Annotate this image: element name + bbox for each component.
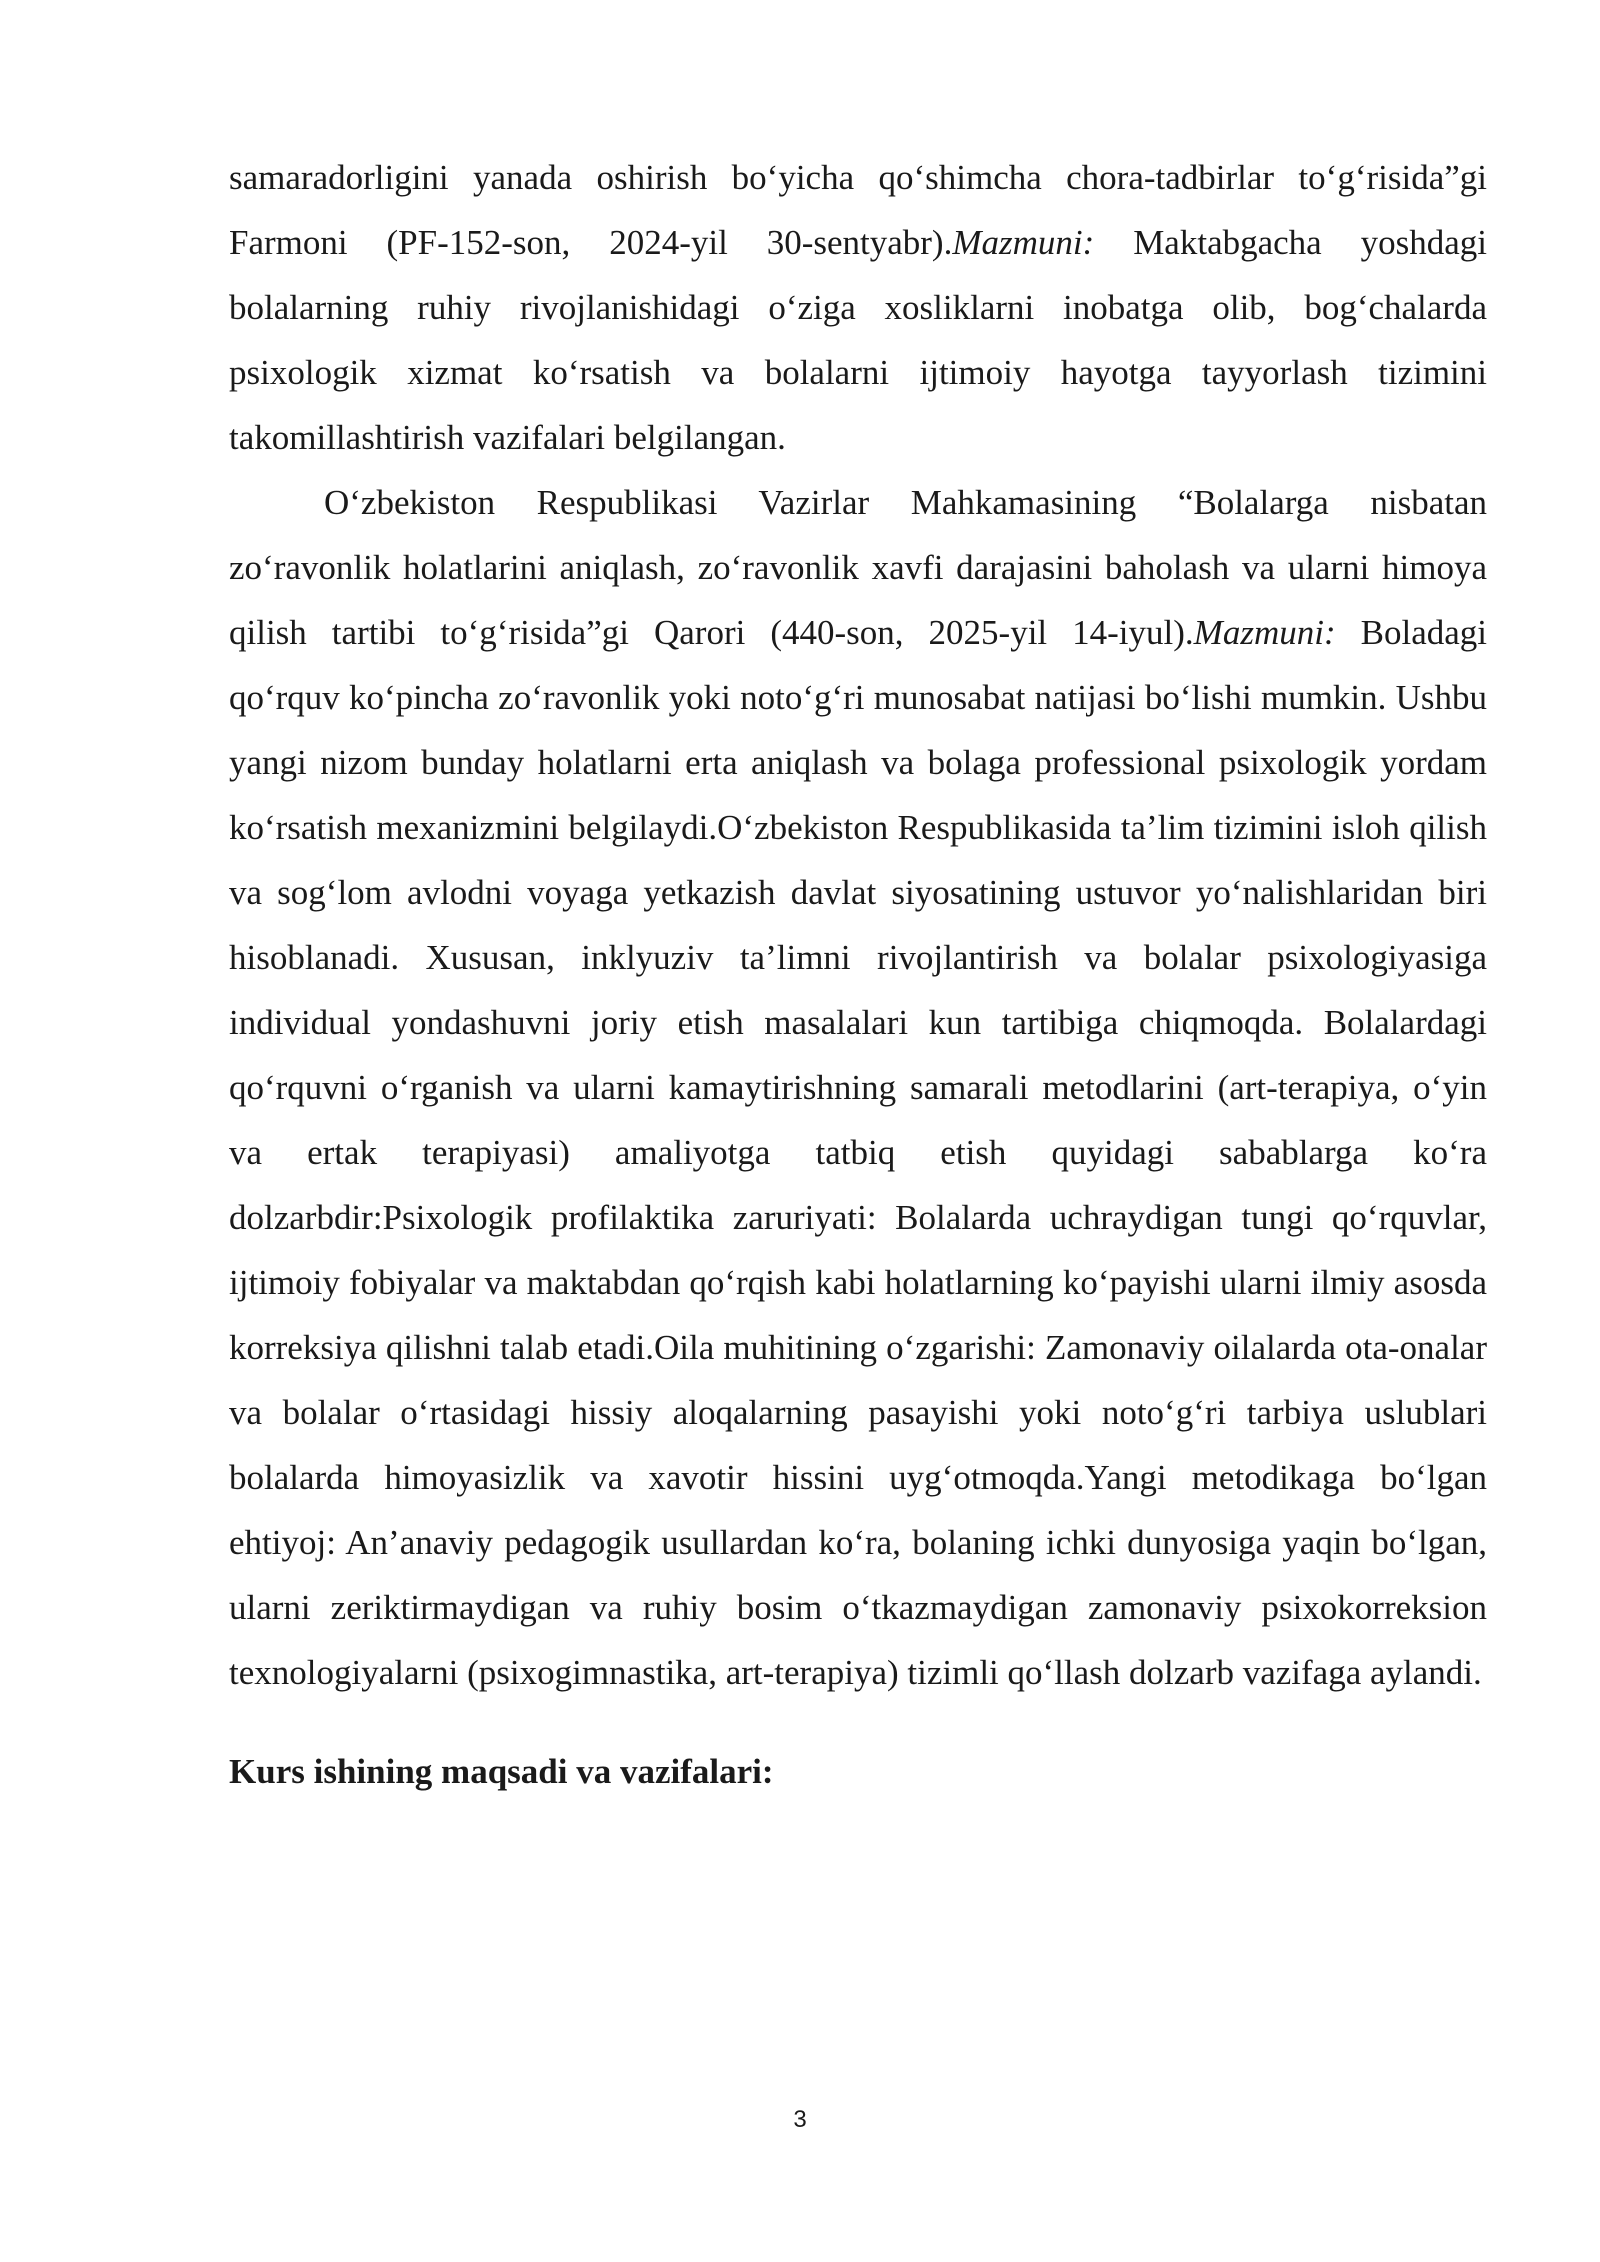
mazmuni-label: Mazmuni: [952,223,1095,262]
paragraph-text: Boladagi qo‘rquv ko‘pincha zo‘ravonlik yoki noto‘g‘ri munosabat natijasi bo‘lishi mumkin. Ushbu yangi nizom bunday holatlarni erta aniqlash va bolaga professional psixologik yordam ko‘rsatish mexanizmini belgilaydi.O‘zbekiston Respublikasida ta’lim tizimini isloh qilish va sog‘lom avlodni voyaga yetkazish davlat siyosatining ustuvor yo‘nalishlaridan biri hisoblanadi. Xususan, inklyuziv ta’limni rivojlantirish va bolalar psixologiyasiga individual yondashuvni joriy etish masalalari kun tartibiga chiqmoqda. Bolalardagi qo‘rquvni o‘rganish va ularni kamaytirishning samarali metodlarini (art-terapiya, o‘yin va ertak terapiyasi) amaliyotga tatbiq etish quyidagi sabablarga ko‘ra dolzarbdir:Psixologik profilaktika zaruriyati: Bolalarda uchraydigan tungi qo‘rquvlar, ijtimoiy fobiyalar va maktabdan qo‘rqish kabi holatlarning ko‘payishi ularni ilmiy asosda korreksiya qilishni talab etadi.Oila muhitining o‘zgarishi: Zamonaviy oilalarda ota-onalar va bolalar o‘rtasidagi hissiy aloqalarning pasayishi yoki noto‘g‘ri tarbiya uslublari bolalarda himoyasizlik va xavotir hissini uyg‘otmoqda.Yangi metodikaga bo‘lgan ehtiyoj: An’anaviy pedagogik usullardan ko‘ra, bolaning ichki dunyosiga yaqin bo‘lgan, ularni zeriktirmaydigan va ruhiy bosim o‘tkazmaydigan zamonaviy psixokorreksion texnologiyalarni (psixogimnastika, art-terapiya) tizimli qo‘llash dolzarb vazifaga aylandi. [229,613,1487,1692]
paragraph-text: O‘zbekiston Respublikasi Vazirlar Mahkamasining “Bolalarga nisbatan zo‘ravonlik holatlarini aniqlash, zo‘ravonlik xavfi darajasini baholash va ularni himoya qilish tartibi to‘g‘risida”gi Qarori (440-son, 2025-yil 14-iyul). [229,483,1487,652]
paragraph-text: samaradorligini yanada oshirish bo‘yicha qo‘shimcha chora-tadbirlar to‘g‘risida”gi Farmoni (PF-152-son, 2024-yil 30-sentyabr). [229,158,1487,262]
mazmuni-label: Mazmuni: [1193,613,1336,652]
paragraph-text: Maktabgacha yoshdagi bolalarning ruhiy rivojlanishidagi o‘ziga xosliklarni inobatga olib, bog‘chalarda psixologik xizmat ko‘rsatish va bolalarni ijtimoiy hayotga tayyorlash tizimini takomillashtirish vazifalari belgilangan. [229,223,1487,457]
document-body [229,145,1487,1804]
body-paragraph [229,145,1487,470]
section-heading: Kurs ishining maqsadi va vazifalari: [229,1752,774,1791]
page-number: 3 [793,2106,807,2133]
body-paragraph [229,470,1487,1705]
